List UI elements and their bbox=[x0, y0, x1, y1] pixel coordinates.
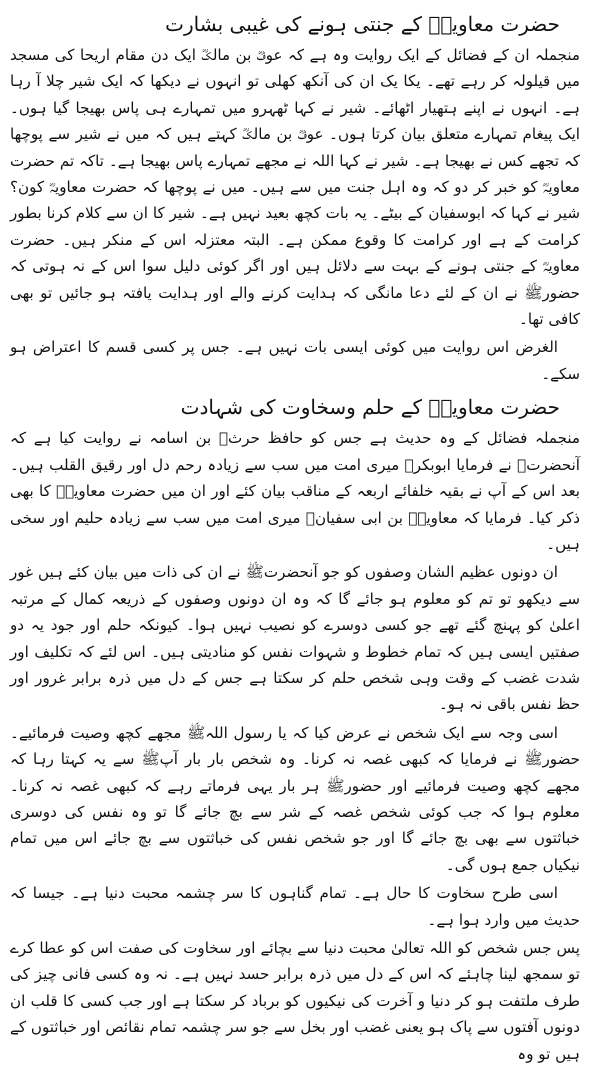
paragraph: الغرض اس روایت میں کوئی ایسی بات نہیں ہے۔ جس پر کسی قسم کا اعتراض ہو سکے۔ bbox=[10, 338, 580, 383]
paragraph: ان دونوں عظیم الشان وصفوں کو جو آنحضرتﷺ نے ان کی ذات میں بیان کئے ہیں غور سے دیکھو تو تم کو معلوم ہو جائے گا کہ وہ ان دونوں وصفوں کے ذریعہ کمال کے مرتبہ اعلیٰ کو پہنچ گئے تھے جو کسی دوسرے کو نصیب نہیں ہوا۔ کیونکہ حلم اور جود یہ دو صفتیں ایسی ہیں کہ تمام خطوط و شہوات نفس کو منادیتی ہیں۔ اس لئے کہ تکلیف اور شدت غضب کے وقت وہی شخص حلم کر سکتا ہے جس کے دل میں ذرہ برابر غرور اور حظ نفس باقی نہ ہو۔ bbox=[10, 563, 580, 714]
paragraph: اسی طرح سخاوت کا حال ہے۔ تمام گناہوں کا سر چشمہ محبت دنیا ہے۔ جیسا کہ حدیث میں وارد ہوا ہے۔ bbox=[10, 884, 580, 929]
paragraph: منجملہ فضائل کے وہ حدیث ہے جس کو حافظ حرثؒ بن اسامہ نے روایت کیا ہے کہ آنحضرتﷺ نے فرمایا ابوبکرؓ میری امت میں سب سے زیادہ رحم دل اور رقیق القلب ہیں۔ بعد اس کے آپ نے بقیہ خلفائے اربعہ کے مناقب بیان کئے اور ان میں حضرت معاویہؓ کا بھی ذکر کیا۔ فرمایا کہ معاویہؓ بن ابی سفیانؓ میری امت میں سب سے زیادہ حلیم اور سخی ہیں۔ bbox=[10, 429, 580, 553]
paragraph: پس جس شخص کو اللہ تعالیٰ محبت دنیا سے بچائے اور سخاوت کی صفت اس کو عطا کرے تو سمجھ لینا چاہئے کہ اس کے دل میں ذرہ برابر حسد نہیں ہے۔ نہ وہ کسی فانی چیز کی طرف ملتفت ہو کر دنیا و آخرت کی نیکیوں کو برباد کر سکتا ہے اور جب کسی کا قلب ان دونوں آفتوں سے پاک ہو یعنی غضب اور بخل سے جو سر چشمہ تمام نقائص اور خباثتوں کے ہیں تو وہ bbox=[10, 939, 580, 1063]
paragraph: منجملہ ان کے فضائل کے ایک روایت وہ ہے کہ عوفؓ بن مالکؓ ایک دن مقام اریحا کی مسجد میں قیلولہ کر رہے تھے۔ یکا یک ان کی آنکھ کھلی تو انہوں نے دیکھا کہ ایک شیر چلا آ رہا ہے۔ انہوں نے اپنے ہتھیار اٹھائے۔ شیر نے کہا ٹھہرو میں تمہارے ہی پاس بھیجا گیا ہوں۔ ایک پیغام تمہارے متعلق بیان کرتا ہوں۔ عوفؓ بن مالکؓ کہتے ہیں کہ میں نے شیر سے پوچھا کہ تجھے کس نے بھیجا ہے۔ شیر نے کہا اللہ نے مجھے تمہارے پاس بھیجا ہے۔ تاکہ تم حضرت معاویہؓ کو خبر کر دو کہ وہ اہل جنت میں سے ہیں۔ میں نے پوچھا کہ حضرت معاویہؓ کون؟ شیر نے کہا کہ ابوسفیان کے بیٹے۔ یہ بات کچھ بعید نہیں ہے۔ شیر کا ان سے کلام کرنا بطور کرامت کے ہے اور کرامت کا وقوع ممکن ہے۔ البتہ معتزلہ اس کے منکر ہیں۔ حضرت معاویہؓ کے جنتی ہونے کے بہت سے دلائل ہیں اور اگر کوئی دلیل سوا اس کے نہ ہوتی کہ حضورﷺ نے ان کے لئے دعا مانگی کہ ہدایت کرنے والے اور ہدایت یافتہ ہو جائیں تو بھی کافی تھا۔ bbox=[10, 46, 580, 329]
paragraph: اسی وجہ سے ایک شخص نے عرض کیا کہ یا رسول اللہﷺ مجھے کچھ وصیت فرمائیے۔ حضورﷺ نے فرمایا کہ کبھی غصہ نہ کرنا۔ وہ شخص بار بار آپﷺ سے یہ کہتا رہا کہ مجھے کچھ وصیت فرمائیے اور حضورﷺ ہر بار یہی فرماتے رہے کہ کبھی غصہ نہ کرنا۔ معلوم ہوا کہ جب کوئی شخص غصہ کے شر سے بچ جائے گا تو وہ نفس کی دوسری خباثتوں سے بھی بچ جائے گا اور جو شخص نفس کی خباثتوں سے بچ جائے اس میں تمام نیکیاں جمع ہوں گی۔ bbox=[10, 723, 580, 874]
section-heading-forbearance-generosity: حضرت معاویہؓ کے حلم وسخاوت کی شہادت bbox=[180, 395, 560, 420]
section-heading-glad-tidings: حضرت معاویہؓ کے جنتی ہونے کی غیبی بشارت bbox=[165, 12, 560, 36]
